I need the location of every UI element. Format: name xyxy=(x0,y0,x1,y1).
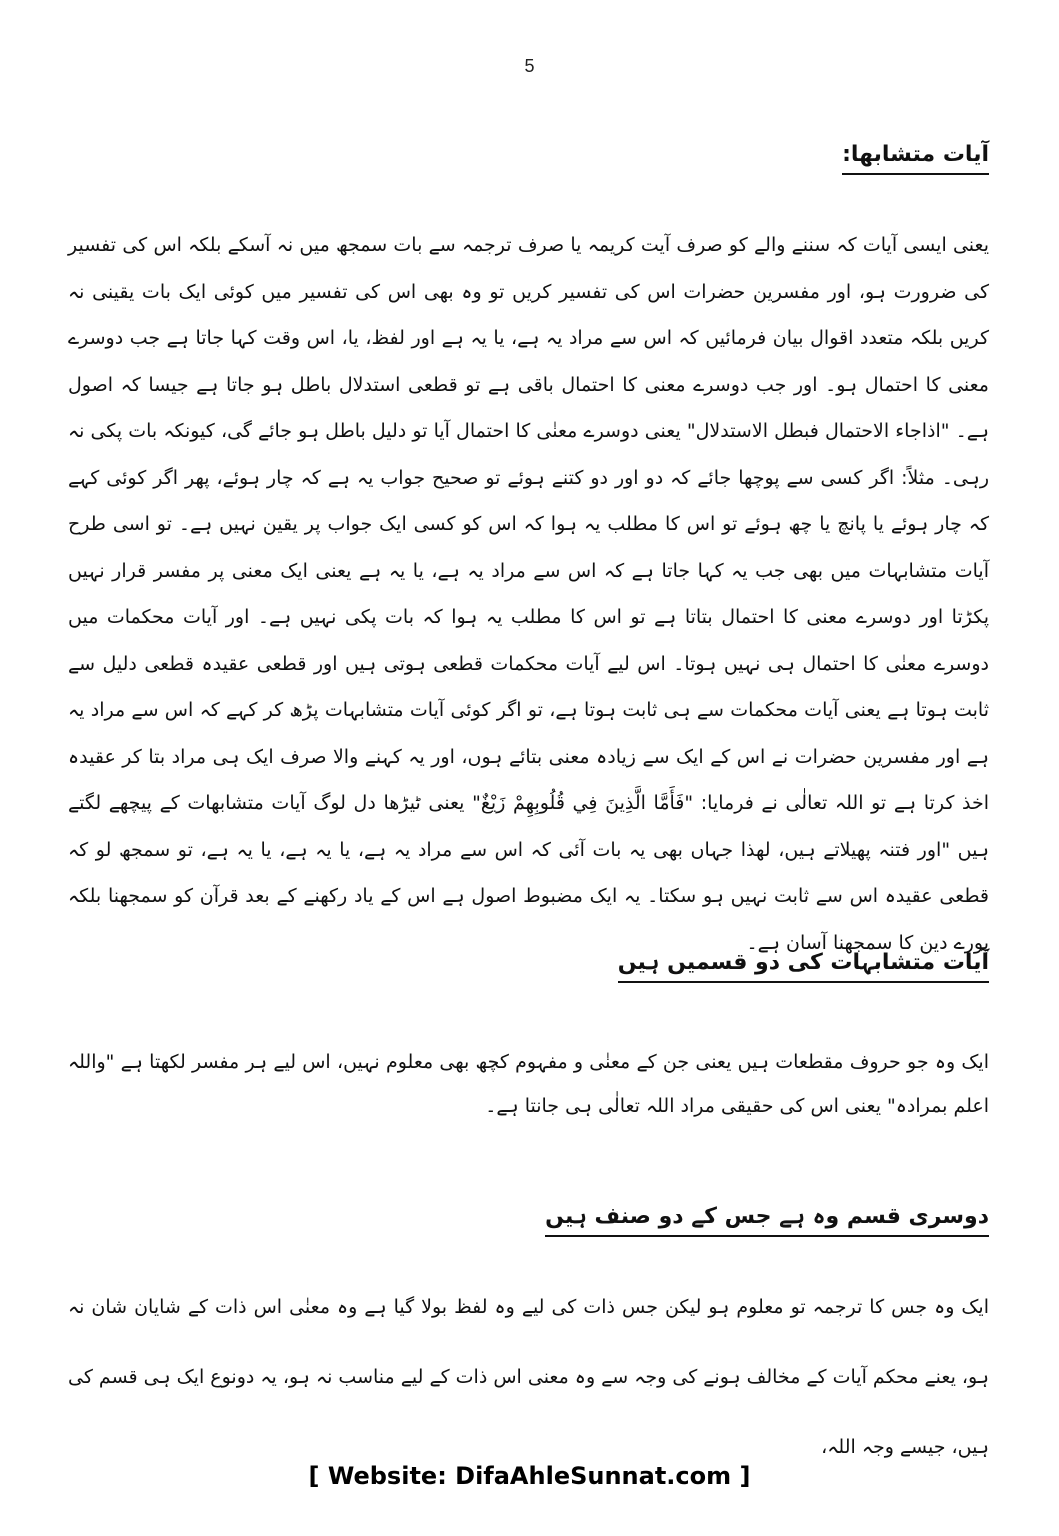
section-heading-two-types: آیات متشابہات کی دو قسمیں ہیں xyxy=(618,950,989,983)
section-paragraph-second-type: ایک وہ جس کا ترجمہ تو معلوم ہو لیکن جس ذات کی لیے وہ لفظ بولا گیا ہے وہ معنٰی اس ذات کے شایان شان نہ ہو، یعنے محکم آیات کے مخالف ہونے کی وجہ سے وہ معنی اس ذات کے لیے مناسب نہ ہو، یہ دونوع ایک ہی قسم کی ہیں، جیسے وجہ اللہ، xyxy=(68,1296,989,1458)
section-heading-ayat-mutashabiha: آیات متشابھا: xyxy=(842,142,989,175)
section-paragraph-two-types: ایک وہ جو حروف مقطعات ہیں یعنی جن کے معنٰی و مفہوم کچھ بھی معلوم نہیں، اس لیے ہر مفسر لکھتا ہے "واللہ اعلم بمرادہ" یعنی اس کی حقیقی مراد اللہ تعالٰی ہی جانتا ہے۔ xyxy=(68,1051,989,1117)
website-footer: [ Website: DifaAhleSunnat.com ] xyxy=(308,1462,751,1490)
page-number: 5 xyxy=(524,56,535,76)
section-heading-second-type: دوسری قسم وہ ہے جس کے دو صنف ہیں xyxy=(545,1204,989,1237)
section-paragraph-ayat-mutashabiha: یعنی ایسی آیات کہ سننے والے کو صرف آیت کریمہ یا صرف ترجمہ سے بات سمجھ میں نہ آسکے بلکہ اس کی تفسیر کی ضرورت ہو، اور مفسرین حضرات اس کی تفسیر کریں تو وہ بھی اس کی تفسیر میں کوئی ایک بات یقینی نہ کریں بلکہ متعدد اقوال بیان فرمائیں کہ اس سے مراد یہ ہے، یا یہ ہے اور لفظ، یا، اس وقت کہا جاتا ہے جب دوسرے معنی کا احتمال ہو۔ اور جب دوسرے معنی کا احتمال باقی ہے تو قطعی استدلال باطل ہو جاتا ہے جیسا کہ اصول ہے۔ "اذاجاء الاحتمال فبطل الاستدلال" یعنی دوسرے معنٰی کا احتمال آیا تو دلیل باطل ہو جائے گی، کیونکہ بات پکی نہ رہی۔ مثلاً: اگر کسی سے پوچھا جائے کہ دو اور دو کتنے ہوئے تو صحیح جواب یہ ہے کہ چار ہوئے، پھر اگر کوئی کہے کہ چار ہوئے یا پانچ یا چھ ہوئے تو اس کا مطلب یہ ہوا کہ اس کو کسی ایک جواب پر یقین نہیں ہے۔ تو اسی طرح آیات متشابہات میں بھی جب یہ کہا جاتا ہے کہ اس سے مراد یہ ہے، یا یہ ہے یعنی ایک معنی پر مفسر قرار نہیں پکڑتا اور دوسرے معنی کا احتمال بتاتا ہے تو اس کا مطلب یہ ہوا کہ بات پکی نہیں ہے۔ اور آیات محکمات میں دوسرے معنٰی کا احتمال ہی نہیں ہوتا۔ اس لیے آیات محکمات قطعی ہوتی ہیں اور قطعی عقیدہ قطعی دلیل سے ثابت ہوتا ہے یعنی آیات محکمات سے ہی ثابت ہوتا ہے، تو اگر کوئی آیات متشابہات پڑھ کر کہے کہ اس سے مراد یہ ہے اور مفسرین حضرات نے اس کے ایک سے زیادہ معنی بتائے ہوں، اور یہ کہنے والا صرف ایک ہی مراد بتا کر عقیدہ اخذ کرتا ہے تو اللہ تعالٰی نے فرمایا: "فَأَمَّا الَّذِينَ فِي قُلُوبِهِمْ زَيْغٌ" یعنی ٹیڑھا دل لوگ آیات متشابھات کے پیچھے لگتے ہیں "اور فتنہ پھیلاتے ہیں، لھذا جہاں بھی یہ بات آئی کہ اس سے مراد یہ ہے، یا یہ ہے، یا یہ ہے، تو سمجھ لو کہ قطعی عقیدہ اس سے ثابت نہیں ہو سکتا۔ یہ ایک مضبوط اصول ہے اس کے یاد رکھنے کے بعد قرآن کو سمجھنا بلکہ پورے دین کا سمجھنا آسان ہے۔ xyxy=(68,234,989,954)
